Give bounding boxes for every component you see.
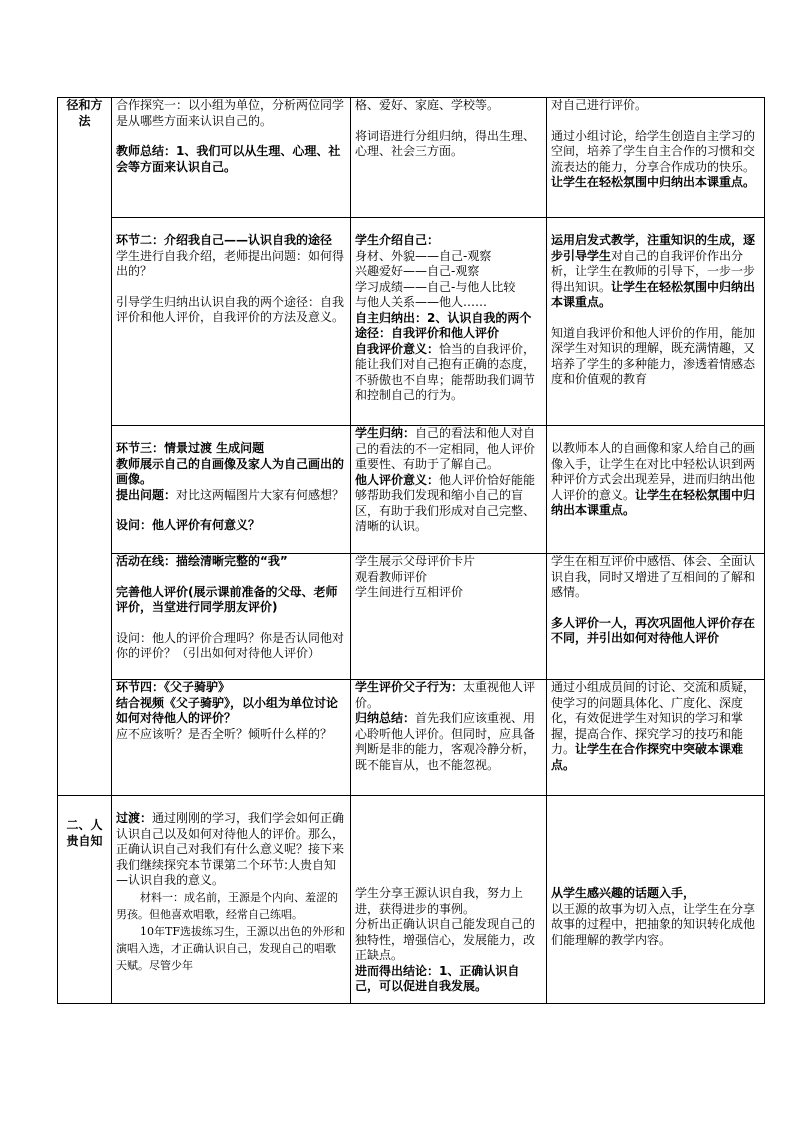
cell-text: 兴趣爱好——自己-观察 [355,264,480,278]
table-row [58,554,765,680]
activity-cell [112,680,351,796]
cell-emphasis: 他人评价意义： [355,472,440,487]
material-text: 10年TF选拔练习生，王源以出色的外形和演唱入选，才正确认识自己，发现自己的唱歌天赋。尽管少年 [116,924,345,972]
cell-emphasis: 学生归纳： [355,426,416,440]
cell-text: 设问：他人评价有何意义？ [116,518,261,532]
cell-text: 环节三：情景过渡 生成问题 [116,441,265,455]
table-row [58,218,765,426]
cell-text: 分析出正确认识自己能发现自己的独特性，增强信心，发展能力，改正缺点。 [355,917,536,962]
table-row [58,680,765,796]
intent-cell [547,796,765,1004]
cell-emphasis: 过渡： [116,811,153,825]
activity-cell [112,796,351,1004]
activity-cell [112,218,351,426]
table-row [58,796,765,1004]
cell-text: 结合视频《父子骑驴》，以小组为单位讨论如何对待他人的评价？ [116,695,339,725]
cell-text: 格、爱好、家庭、学校等。 [355,98,500,112]
cell-text: 太重视他人评价。 [355,680,536,710]
cell-text: 完善他人评价(展示课前准备的父母、老师评价，当堂进行同学朋友评价) [116,584,338,614]
cell-text: 合作探究一：以小组为单位，分析两位同学是从哪些方面来认识自己的。 [116,98,345,128]
cell-text: 设问：他人的评价合理吗？你是否认同他对你的评价？（引出如何对待他人评价） [116,630,345,660]
cell-text: 观看教师评价 [355,569,428,584]
cell-text: 将词语进行分组归纳，得出生理、心理、社会三方面。 [355,128,536,158]
cell-text: 与他人关系——他人…… [355,295,488,309]
cell-text: 通过小组成员间的讨论、交流和质疑，使学习的问题具体化、广度化、深度化，有效促进学生对知识的学习和掌握，提高合作、探究学习的技巧和能力。 [551,680,756,756]
cell-emphasis: 让学生在合作探究中突破本课难点。 [551,742,744,772]
cell-text: 教师展示自己的自画像及家人为自己画出的画像。 [116,456,345,486]
lesson-plan-table [57,97,765,1004]
cell-emphasis: 自我评价意义： [355,341,440,356]
cell-text: 学生间进行互相评价 [355,585,464,599]
table-row [58,426,765,554]
cell-emphasis: 运用启发式教学，注重知识的生成，逐步引导学生 [551,233,756,263]
intent-cell [547,554,765,680]
cell-text: 引导学生归纳出认识自我的两个途径：自我评价和他人评价，自我评价的方法及意义。 [116,294,345,324]
cell-emphasis: 提出问题： [116,487,177,502]
cell-text: 他人评价恰好能能够帮助我们发现和缩小自己的盲区，有助于我们形成对自己完整、清晰的认识。 [355,472,536,533]
cell-text: 对比这两幅图片大家有何感想？ [176,487,345,502]
cell-emphasis: 让学生在轻松氛围中归纳出本课重点。 [551,175,756,189]
table-row [58,98,765,218]
cell-text: 学生展示父母评价卡片 [355,554,476,568]
intent-cell [547,426,765,554]
student-cell [351,554,547,680]
cell-text: 学习成绩——自己-与他人比较 [355,279,516,294]
cell-text: 以王源的故事为切入点，让学生在分享故事的过程中，把抽象的知识转化成他们能理解的教学内容。 [551,901,756,947]
student-cell [351,426,547,554]
cell-text: 身材、外貌——自己-观察 [355,248,492,263]
student-cell [351,796,547,1004]
cell-text: 通过小组讨论，给学生创造自主学习的空间，培养了学生自主合作的习惯和交流表达的能力，分享合作成功的快乐。 [551,128,756,174]
student-cell [351,680,547,796]
cell-text: 恰当的自我评价，能让我们对自己抱有正确的态度，不骄傲也不自卑；能帮助我们调节和控制自己的行为。 [355,341,536,402]
cell-text: 学生在相互评价中感悟、体会、全面认识自我，同时又增进了互相间的了解和感情。 [551,554,756,599]
activity-cell [112,98,351,218]
cell-text: 教师总结：1、我们可以从生理、心理、社会等方面来认识自己。 [116,144,341,174]
cell-text: 学生介绍自己： [355,233,440,247]
cell-emphasis: 让学生在轻松氛围中归纳出本课重点。 [551,487,756,517]
cell-text: 自己的看法和他人对自己的看法的不一定相同，他人评价重要性、有助于了解自己。 [355,426,536,471]
student-cell [351,218,547,426]
intent-cell [547,218,765,426]
cell-text: 自主归纳出：2、认识自我的两个途径：自我评价和他人评价 [355,310,532,340]
cell-text: 环节二：介绍我自己——认识自我的途径 [116,233,333,247]
cell-text: 活动在线：描绘清晰完整的“我” [116,554,288,568]
cell-text: 对自己的自我评价作出分析，让学生在教师的引导下，一步一步得出知识。 [551,248,756,294]
cell-text: 多人评价一人，再次巩固他人评价存在不同，并引出如何对待他人评价 [551,615,756,645]
cell-text: 以教师本人的自画像和家人给自己的画像入手，让学生在对比中轻松认识到两种评价方式会出现差异，进而归纳出他人评价的意义。 [551,441,756,502]
cell-text: 对自己进行评价。 [551,98,648,112]
cell-text: 通过刚刚的学习，我们学会如何正确认识自己以及如何对待他人的评价。那么，正确认识自己对我们有什么意义呢？接下来我们继续探究本节课第二个环节:人贵自知—认识自我的意义。 [116,811,345,887]
cell-text: 知道自我评价和他人评价的作用，能加深学生对知识的理解，既充满情趣，又培养了学生的多种能力，渗透着情感态度和价值观的教育 [551,325,756,386]
cell-text: 应不应该听？是否全听？倾听什么样的？ [116,726,333,741]
cell-emphasis: 学生评价父子行为： [355,680,464,694]
cell-text: 进而得出结论：1、正确认识自己，可以促进自我发展。 [355,963,520,993]
intent-cell [547,680,765,796]
intent-cell [547,98,765,218]
student-cell [351,98,547,218]
cell-text: 从学生感兴趣的话题入手， [551,886,696,900]
cell-text: 首先我们应该重视、用心聆听他人评价。但同时，应具备判断是非的能力，客观冷静分析，既不能盲从，也不能忽视。 [355,711,536,772]
cell-text: 环节四：《父子骑驴》 [116,680,231,694]
activity-cell [112,426,351,554]
activity-cell [112,554,351,680]
cell-text: 学生分享王源认识自我，努力上进，获得进步的事例。 [355,886,524,916]
section-label: 径和方法 [58,98,112,796]
cell-text: 学生进行自我介绍，老师提出问题：如何得出的？ [116,248,345,278]
cell-emphasis: 归纳总结： [355,711,416,725]
material-text: 材料一：成名前，王源是个内向、羞涩的男孩。但他喜欢唱歌，经常自己练唱。 [116,890,338,921]
section-label: 二、人贵自知 [58,796,112,1004]
cell-emphasis: 让学生在轻松氛围中归纳出本课重点。 [551,279,756,309]
